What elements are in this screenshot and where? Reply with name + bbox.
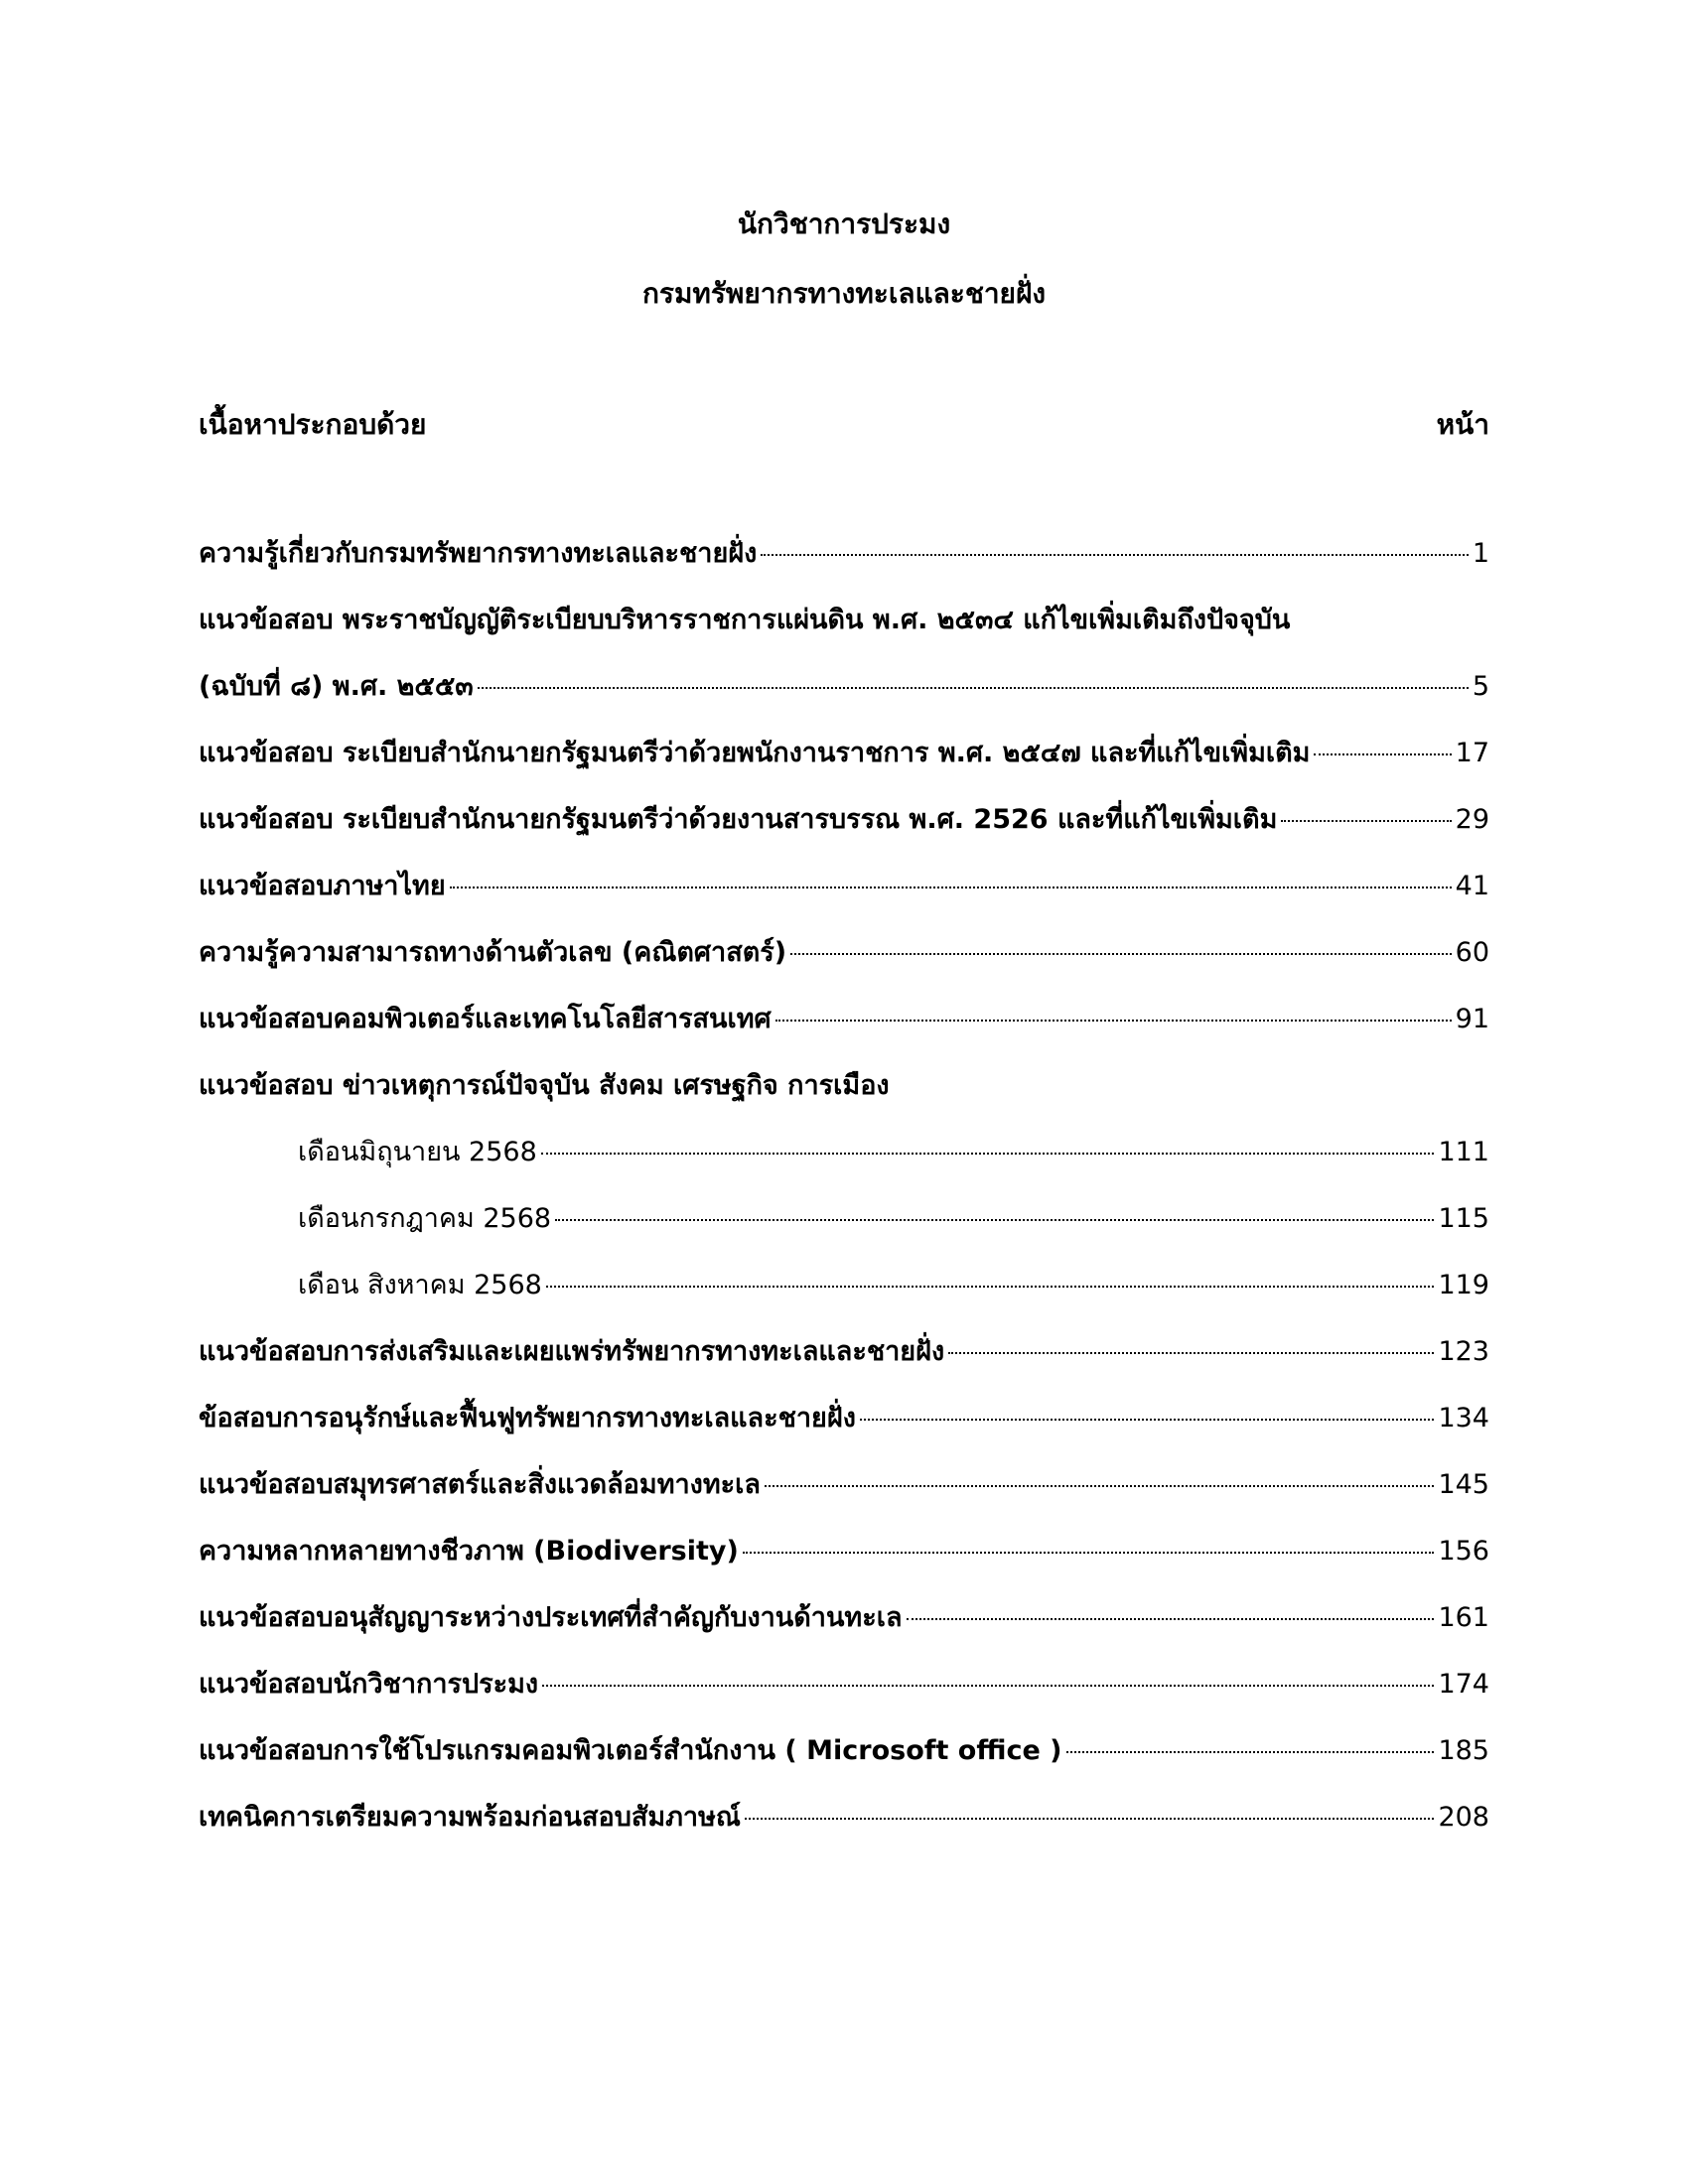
toc-entry-title: แนวข้อสอบ พระราชบัญญัติระเบียบบริหารราชการแผ่นดิน พ.ศ. ๒๕๓๔ แก้ไขเพิ่มเติมถึงปัจจุบัน	[199, 605, 1291, 635]
contents-heading: เนื้อหาประกอบด้วย	[199, 408, 427, 441]
toc-entry	[199, 536, 1489, 603]
toc-entry-page-number: 134	[1438, 1403, 1489, 1433]
toc-entry-title: แนวข้อสอบนักวิชาการประมง	[199, 1669, 539, 1700]
toc-leader-dots	[1066, 1751, 1435, 1753]
toc-entry	[199, 1733, 1489, 1800]
toc-entry-page-number: 41	[1455, 871, 1489, 901]
toc-entry-page-number: 60	[1455, 937, 1489, 968]
toc-entry-page-number: 174	[1438, 1669, 1489, 1700]
toc-entry-page-number: 111	[1438, 1137, 1489, 1167]
toc-leader-dots	[541, 1153, 1435, 1155]
toc-leader-dots	[478, 687, 1469, 689]
toc-entry	[199, 1334, 1489, 1401]
toc-entry-title: เทคนิคการเตรียมความพร้อมก่อนสอบสัมภาษณ์	[199, 1802, 741, 1833]
toc-leader-dots	[765, 1485, 1435, 1487]
toc-entry	[199, 736, 1489, 802]
toc-entry-title: แนวข้อสอบ ระเบียบสำนักนายกรัฐมนตรีว่าด้วยงานสารบรรณ พ.ศ. 2526 และที่แก้ไขเพิ่มเติม	[199, 804, 1278, 835]
toc-leader-dots	[450, 887, 1452, 888]
toc-entry	[199, 1534, 1489, 1600]
page-column-heading: หน้า	[1436, 408, 1489, 441]
toc-leader-dots	[907, 1618, 1435, 1620]
toc-entry-title: ความรู้เกี่ยวกับกรมทรัพยากรทางทะเลและชายฝั่ง	[199, 538, 758, 569]
toc-entry-title: แนวข้อสอบสมุทรศาสตร์และสิ่งแวดล้อมทางทะเล	[199, 1469, 761, 1500]
toc-entry-title: เดือนมิถุนายน 2568	[298, 1137, 537, 1167]
toc-leader-dots	[555, 1219, 1434, 1221]
toc-entry	[199, 1667, 1489, 1733]
toc-entry-page-number: 17	[1455, 738, 1489, 768]
toc-leader-dots	[542, 1685, 1434, 1687]
toc-entry-title: แนวข้อสอบอนุสัญญาระหว่างประเทศที่สำคัญกับงานด้านทะเล	[199, 1602, 903, 1633]
toc-entry	[199, 1800, 1489, 1866]
toc-entry-title: ความหลากหลายทางชีวภาพ (Biodiversity)	[199, 1536, 739, 1567]
document-title: นักวิชาการประมง	[737, 207, 951, 240]
toc-entry-page-number: 208	[1438, 1802, 1489, 1833]
toc-entry-title: เดือนกรกฎาคม 2568	[298, 1203, 552, 1234]
toc-entry	[199, 1467, 1489, 1534]
toc-entry-page-number: 145	[1438, 1469, 1489, 1500]
toc-entry-page-number: 115	[1438, 1203, 1489, 1234]
toc-entry	[199, 1201, 1489, 1268]
document-subtitle: กรมทรัพยากรทางทะเลและชายฝั่ง	[641, 277, 1047, 310]
toc-leader-dots	[761, 554, 1469, 556]
toc-entry	[199, 1268, 1489, 1334]
toc-leader-dots	[743, 1552, 1435, 1554]
toc-leader-dots	[775, 1020, 1452, 1022]
toc-entry-title: แนวข้อสอบการใช้โปรแกรมคอมพิวเตอร์สำนักงาน ( Microsoft office )	[199, 1735, 1062, 1766]
toc-entry	[199, 802, 1489, 869]
toc-entry-page-number: 119	[1438, 1270, 1489, 1300]
toc-entry-page-number: 1	[1472, 538, 1489, 569]
toc-entry-page-number: 185	[1438, 1735, 1489, 1766]
toc-leader-dots	[860, 1419, 1435, 1421]
toc-leader-dots	[546, 1286, 1435, 1288]
toc-entry-title: แนวข้อสอบการส่งเสริมและเผยแพร่ทรัพยากรทางทะเลและชายฝั่ง	[199, 1336, 945, 1367]
toc-leader-dots	[948, 1352, 1434, 1354]
toc-entry-page-number: 29	[1455, 804, 1489, 835]
toc-entry	[199, 1401, 1489, 1467]
toc-entry-title: แนวข้อสอบ ข่าวเหตุการณ์ปัจจุบัน สังคม เศรษฐกิจ การเมือง	[199, 1070, 890, 1101]
toc-entry-title: ข้อสอบการอนุรักษ์และฟื้นฟูทรัพยากรทางทะเลและชายฝั่ง	[199, 1403, 856, 1433]
toc-entry-title: (ฉบับที่ ๘) พ.ศ. ๒๕๕๓	[199, 671, 474, 702]
toc-entry	[199, 603, 1489, 669]
toc-entry-page-number: 5	[1472, 671, 1489, 702]
toc-entry	[199, 1002, 1489, 1068]
toc-entry-page-number: 156	[1438, 1536, 1489, 1567]
toc-entry-title: เดือน สิงหาคม 2568	[298, 1270, 542, 1300]
toc-entry	[199, 669, 1489, 736]
toc-entry-title: แนวข้อสอบ ระเบียบสำนักนายกรัฐมนตรีว่าด้วยพนักงานราชการ พ.ศ. ๒๕๔๗ และที่แก้ไขเพิ่มเติม	[199, 738, 1311, 768]
toc-leader-dots	[1314, 753, 1451, 755]
toc-entry-page-number: 123	[1438, 1336, 1489, 1367]
toc-leader-dots	[790, 953, 1452, 955]
toc-entry-page-number: 91	[1455, 1004, 1489, 1034]
toc-entry	[199, 935, 1489, 1002]
toc-leader-dots	[745, 1818, 1435, 1820]
toc-entry	[199, 1600, 1489, 1667]
table-of-contents	[199, 536, 1489, 1866]
toc-entry-title: แนวข้อสอบภาษาไทย	[199, 871, 446, 901]
toc-leader-dots	[1281, 820, 1451, 822]
toc-entry	[199, 1135, 1489, 1201]
toc-entry-title: ความรู้ความสามารถทางด้านตัวเลข (คณิตศาสตร์)	[199, 937, 787, 968]
toc-entry	[199, 1068, 1489, 1135]
toc-entry	[199, 869, 1489, 935]
toc-entry-page-number: 161	[1438, 1602, 1489, 1633]
toc-entry-title: แนวข้อสอบคอมพิวเตอร์และเทคโนโลยีสารสนเทศ	[199, 1004, 772, 1034]
